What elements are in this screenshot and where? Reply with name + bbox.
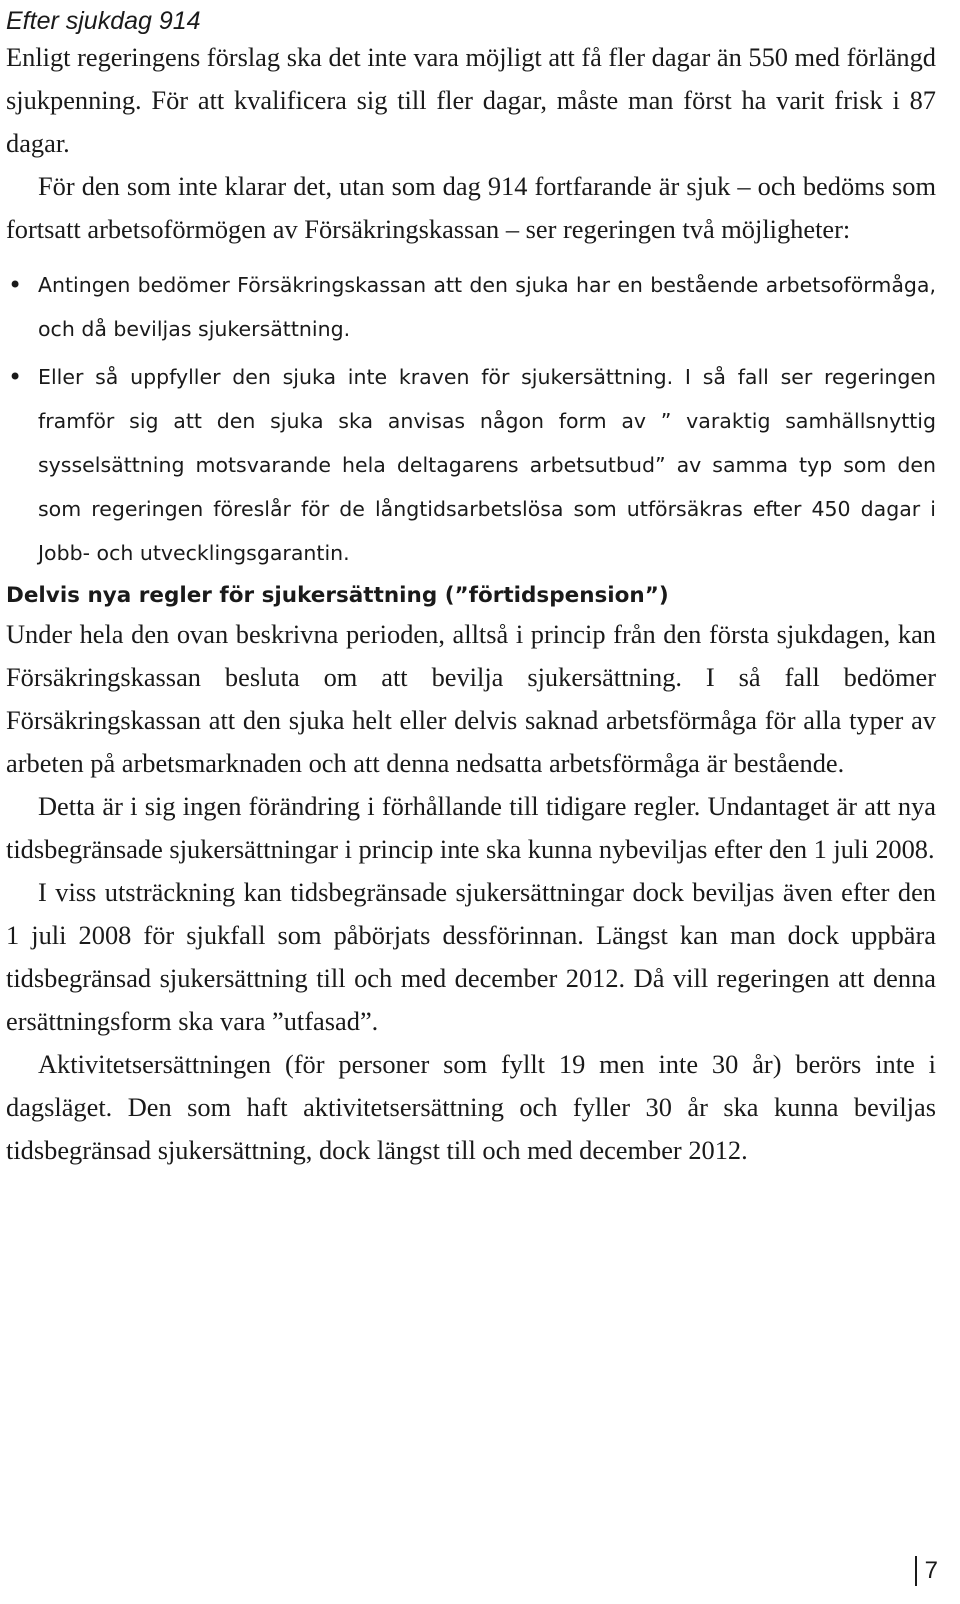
page-number: 7 <box>924 1557 938 1584</box>
bullet-text: Antingen bedömer Försäkringskassan att den sjuka har en bestående arbetsoförmåga, och då beviljas sjukersättning. <box>38 273 936 341</box>
document-page <box>6 0 936 1172</box>
section-paragraph: Detta är i sig ingen förändring i förhållande till tidigare regler. Undantaget är att nya tidsbegränsade sjukersättningar i princip inte ska kunna nybeviljas efter den 1 juli 2008. <box>6 791 936 864</box>
options-intro-paragraph: För den som inte klarar det, utan som dag 914 fortfarande är sjuk – och bedöms som fortsatt arbetsoförmögen av Försäkringskassan – ser regeringen två möjligheter: <box>6 171 936 244</box>
bullet-icon: • <box>8 363 23 391</box>
section-paragraph: Under hela den ovan beskrivna perioden, alltså i princip från den första sjukdagen, kan Försäkringskassan besluta om att bevilja sjukersättning. I så fall bedömer Försäkringskassan att den sjuka helt eller delvis saknad arbetsförmåga för alla typer av arbeten på arbetsmarknaden och att denna nedsatta arbetsförmåga är bestående. <box>6 619 936 778</box>
page-footer <box>915 1556 938 1586</box>
bullet-item <box>6 355 936 575</box>
section-heading: Delvis nya regler för sjukersättning (”förtidspension”) <box>6 583 669 608</box>
bullet-icon: • <box>8 271 23 299</box>
section-paragraph: Aktivitetsersättningen (för personer som fyllt 19 men inte 30 år) berörs inte i dagsläget. Den som haft aktivitetsersättning och fyller 30 år ska kunna beviljas tidsbegränsad sjukersättning, dock längst till och med december 2012. <box>6 1049 936 1165</box>
section-paragraph: I viss utsträckning kan tidsbegränsade sjukersättningar dock beviljas även efter den 1 juli 2008 för sjukfall som påbörjats dessförinnan. Längst kan man dock uppbära tidsbegränsad sjukersättning till och med december 2012. Då vill regeringen att denna ersättningsform ska vara ”utfasad”. <box>6 877 936 1036</box>
bullet-text: Eller så uppfyller den sjuka inte kraven för sjukersättning. I så fall ser regeringen framför sig att den sjuka ska anvisas någon form av ” varaktig samhällsnyttig sysselsättning motsvarande hela deltagarens arbetsutbud” av samma typ som den som regeringen föreslår för de långtidsarbetslösa som utförsäkras efter 450 dagar i Jobb- och utvecklingsgarantin. <box>38 365 936 565</box>
intro-paragraph: Enligt regeringens förslag ska det inte vara möjligt att få fler dagar än 550 med förlängd sjukpenning. För att kvalificera sig till fler dagar, måste man först ha varit frisk i 87 dagar. <box>6 42 936 158</box>
bullet-list <box>6 263 936 575</box>
subheading: Efter sjukdag 914 <box>6 7 201 35</box>
bullet-item <box>6 263 936 351</box>
page-number-rule <box>915 1556 917 1586</box>
